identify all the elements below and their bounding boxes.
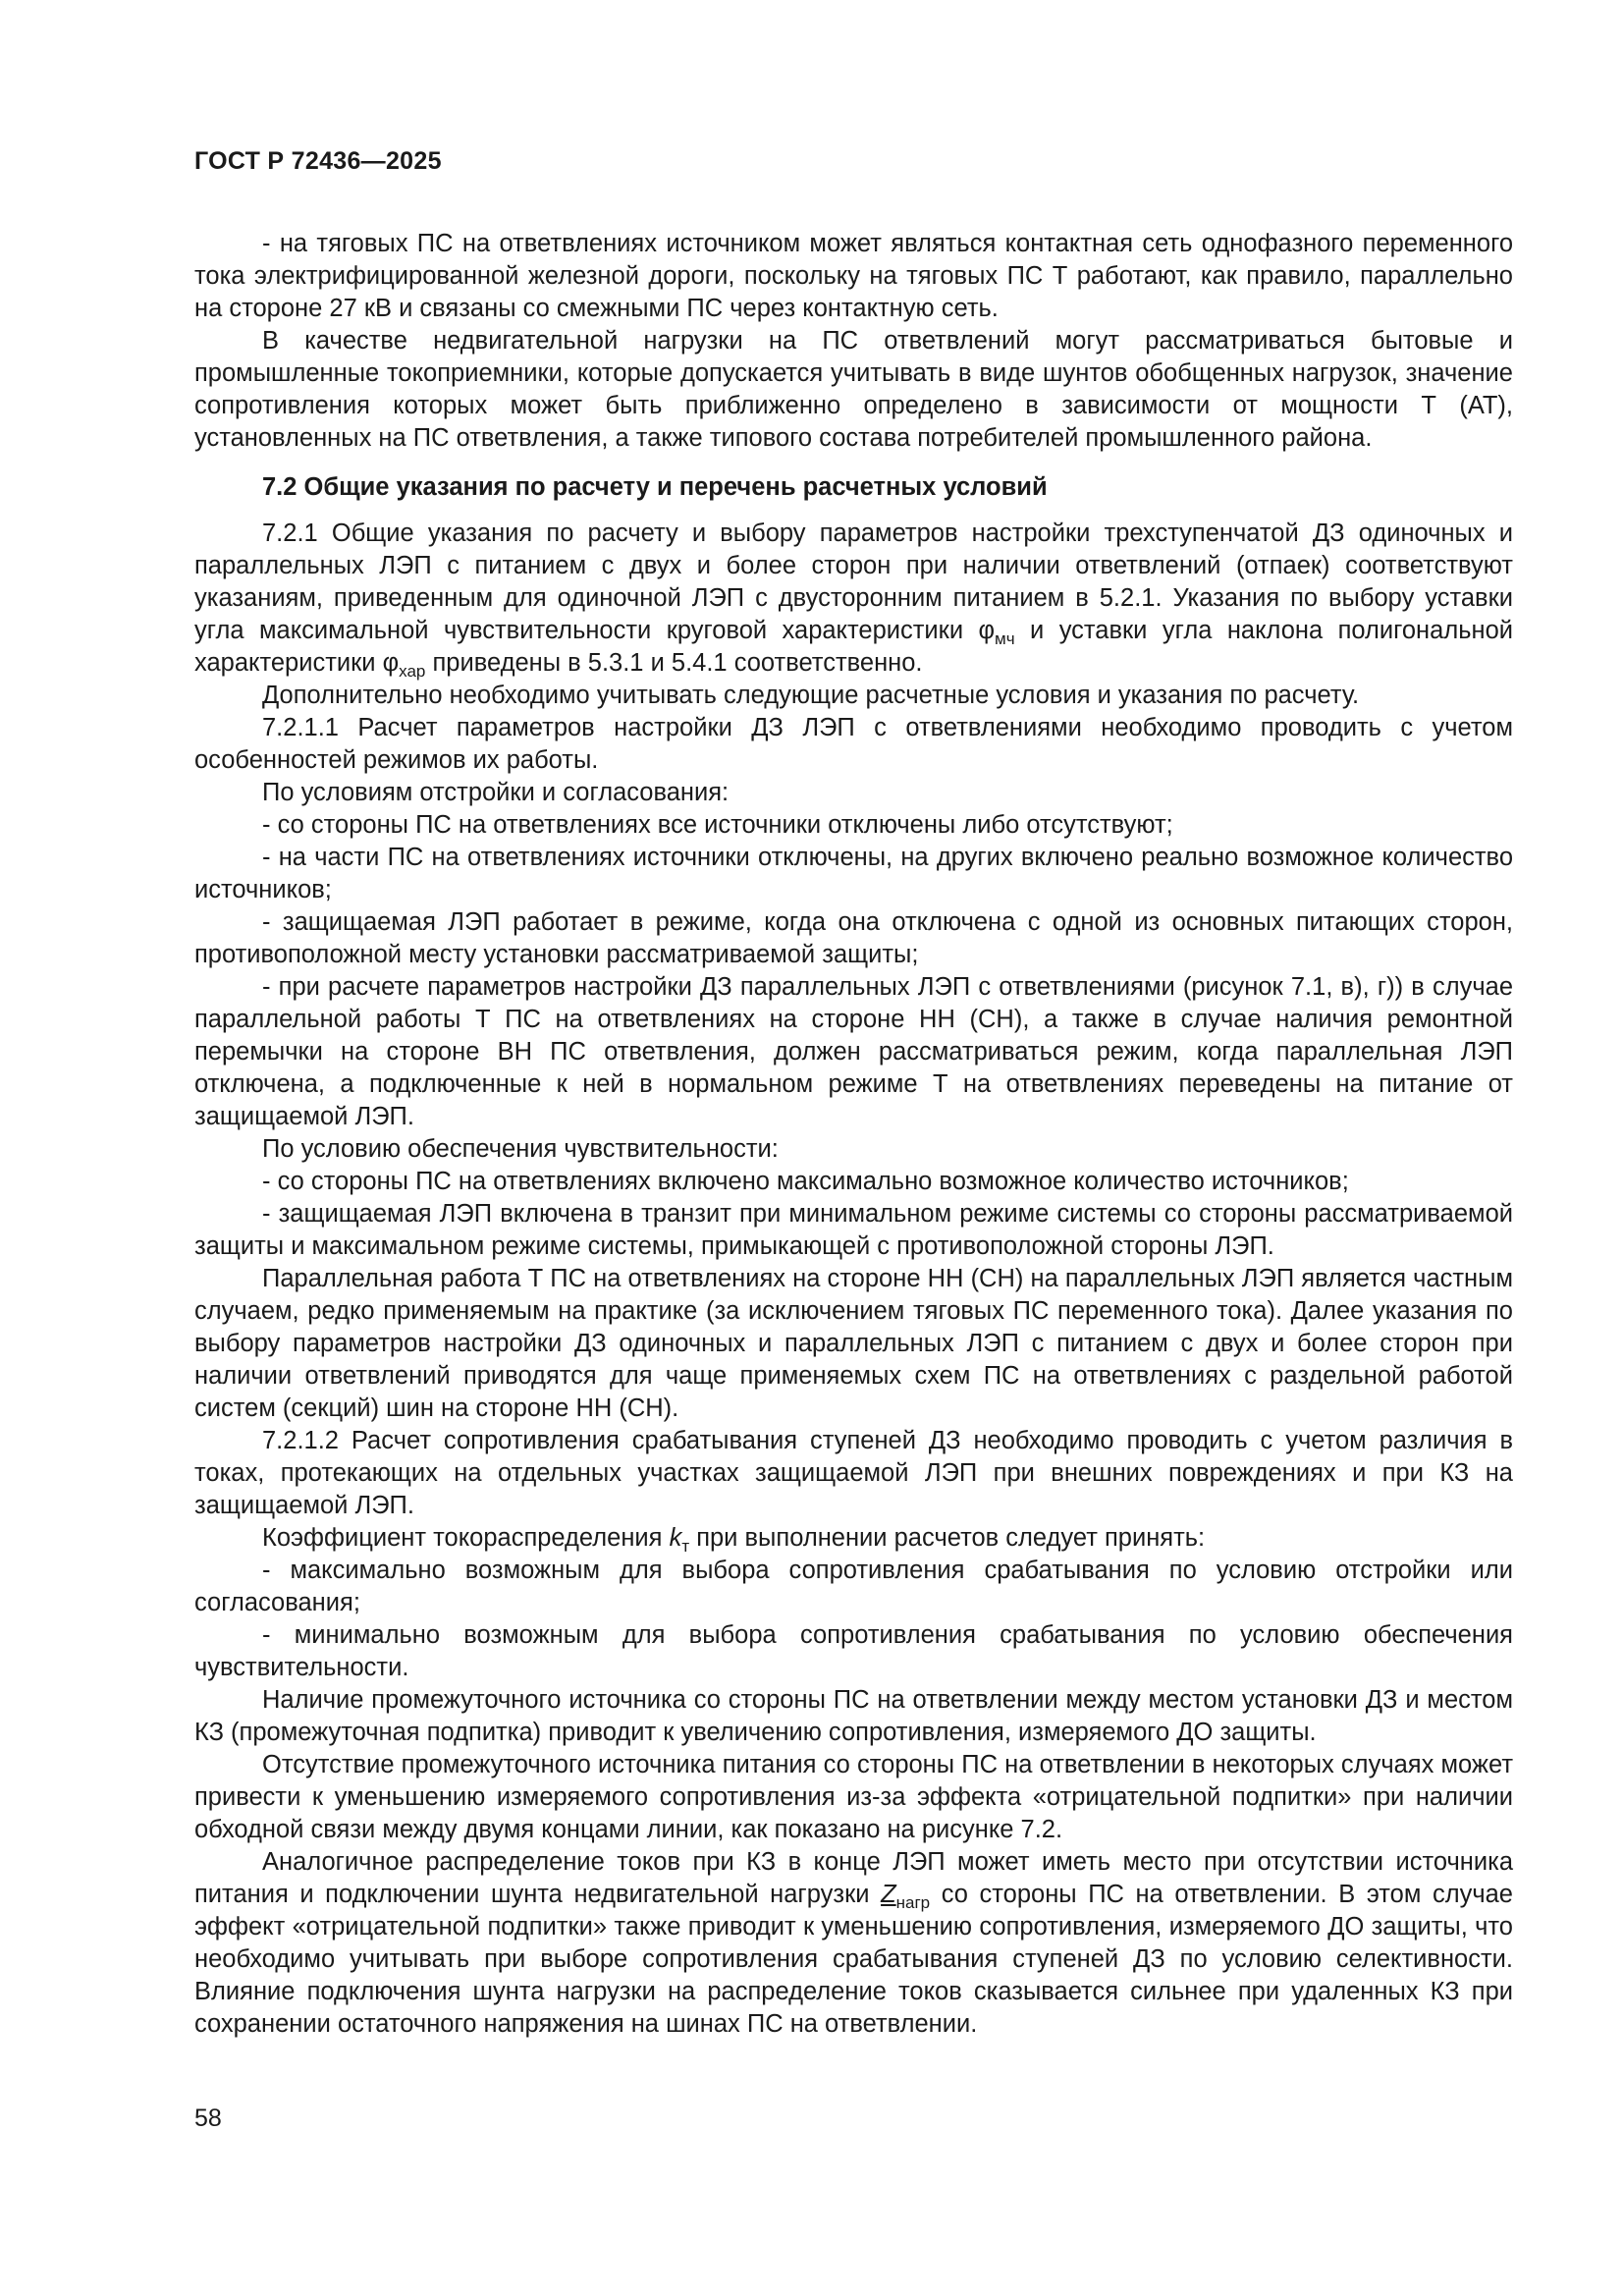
list-item: - на части ПС на ответвлениях источники отключены, на других включено реально возможное количество источников; — [194, 844, 1513, 903]
paragraph: В качестве недвигательной нагрузки на ПС ответвлений могут рассматриваться бытовые и промышленные токоприемники, которые допускается учитывать в виде шунтов обобщенных нагрузок, значение сопротивления которых может быть приближенно определено в зависимости от мощности Т (АТ), установленных на ПС ответвления, а также типового состава потребителей промышленного района. — [194, 327, 1513, 452]
list-item: - защищаемая ЛЭП включена в транзит при минимальном режиме системы со стороны рассматриваемой защиты и максимальном режиме системы, примыкающей с противоположной стороны ЛЭП. — [194, 1200, 1513, 1260]
paragraph: 7.2.1.2 Расчет сопротивления срабатывания ступеней ДЗ необходимо проводить с учетом различия в токах, протекающих на отдельных участках защищаемой ЛЭП при внешних повреждениях и при КЗ на защищаемой ЛЭП. — [194, 1427, 1513, 1519]
symbol: k — [669, 1524, 682, 1552]
document-header: ГОСТ Р 72436—2025 — [194, 147, 442, 175]
paragraph — [194, 1522, 1513, 1555]
list-item: - максимально возможным для выбора сопротивления срабатывания по условию отстройки или согласования; — [194, 1557, 1513, 1616]
paragraph: Отсутствие промежуточного источника питания со стороны ПС на ответвлении в некоторых случаях может привести к уменьшению измеряемого сопротивления из-за эффекта «отрицательной подпитки» при наличии обходной связи между двумя концами линии, как показано на рисунке 7.2. — [194, 1751, 1513, 1843]
list-item: - при расчете параметров настройки ДЗ параллельных ЛЭП с ответвлениями (рисунок 7.1, в), г)) в случае параллельной работы Т ПС на ответвлениях на стороне НН (СН), а также в случае наличия ремонтной перемычки на стороне ВН ПС ответвления, должен рассматриваться режим, когда параллельная ЛЭП отключена, а подключенные к ней в нормальном режиме Т на ответвлениях переведены на питание от защищаемой ЛЭП. — [194, 973, 1513, 1130]
paragraph-text: и уставки угла наклона полигональной характеристики φ — [194, 617, 1513, 677]
paragraph: По условию обеспечения чувствительности: — [262, 1135, 779, 1163]
paragraph — [194, 518, 1513, 680]
paragraph: - на тяговых ПС на ответвлениях источником может являться контактная сеть однофазного переменного тока электрифицированной железной дороги, поскольку на тяговых ПС Т работают, как правило, параллельно на стороне 27 кВ и связаны со смежными ПС через контактную сеть. — [194, 230, 1513, 322]
subscript: нагр — [895, 1893, 931, 1912]
page-body — [194, 228, 1513, 2041]
subscript: хар — [399, 662, 426, 681]
paragraph: Наличие промежуточного источника со стороны ПС на ответвлении между местом установки ДЗ и местом КЗ (промежуточная подпитка) приводит к увеличению сопротивления, измеряемого ДО защиты. — [194, 1686, 1513, 1746]
list-item: - минимально возможным для выбора сопротивления срабатывания по условию обеспечения чувствительности. — [194, 1621, 1513, 1681]
paragraph-text: Аналогичное распределение токов при КЗ в конце ЛЭП может иметь место при отсутствии источника питания и подключении шунта недвигательной нагрузки — [194, 1848, 1513, 1908]
paragraph-text: со стороны ПС на ответвлении. В этом случае эффект «отрицательной подпитки» также приводит к уменьшению сопротивления, измеряемого ДО защиты, что необходимо учитывать при выборе сопротивления срабатывания ступеней ДЗ по условию селективности. Влияние подключения шунта нагрузки на распределение токов сказывается сильнее при удаленных КЗ при сохранении остаточного напряжения на шинах ПС на ответвлении. — [194, 1881, 1513, 2038]
list-item: - защищаемая ЛЭП работает в режиме, когда она отключена с одной из основных питающих сторон, противоположной месту установки рассматриваемой защиты; — [194, 908, 1513, 968]
symbol: Z — [881, 1881, 896, 1908]
paragraph-text: 7.2.1 Общие указания по расчету и выбору параметров настройки трехступенчатой ДЗ одиночных и параллельных ЛЭП с питанием с двух и более сторон при наличии ответвлений (отпаек) соответствуют указаниям, приведенным для одиночной ЛЭП с двусторонним питанием в 5.2.1. Указания по выбору уставки угла максимальной чувствительности круговой характеристики φ — [194, 519, 1513, 644]
paragraph: 7.2.1.1 Расчет параметров настройки ДЗ ЛЭП с ответвлениями необходимо проводить с учетом особенностей режимов их работы. — [194, 714, 1513, 774]
subscript: мч — [995, 629, 1015, 648]
subscript: т — [681, 1537, 690, 1556]
paragraph — [194, 1846, 1513, 2041]
section-heading: 7.2 Общие указания по расчету и перечень расчетных условий — [262, 473, 1048, 501]
paragraph: Дополнительно необходимо учитывать следующие расчетные условия и указания по расчету. — [262, 682, 1360, 709]
paragraph-text: приведены в 5.3.1 и 5.4.1 соответственно. — [425, 649, 923, 677]
list-item: - со стороны ПС на ответвлениях все источники отключены либо отсутствуют; — [262, 811, 1173, 839]
paragraph-text: Коэффициент токораспределения — [262, 1524, 670, 1552]
list-item: - со стороны ПС на ответвлениях включено максимально возможное количество источников; — [262, 1168, 1349, 1195]
page-number: 58 — [194, 2105, 222, 2132]
paragraph: По условиям отстройки и согласования: — [262, 779, 730, 806]
paragraph: Параллельная работа Т ПС на ответвлениях на стороне НН (СН) на параллельных ЛЭП является частным случаем, редко применяемым на практике (за исключением тяговых ПС переменного тока). Далее указания по выбору параметров настройки ДЗ одиночных и параллельных ЛЭП с питанием с двух и более сторон при наличии ответвлений приводятся для чаще применяемых схем ПС на ответвлениях с раздельной работой систем (секций) шин на стороне НН (СН). — [194, 1265, 1513, 1422]
paragraph-text: при выполнении расчетов следует принять: — [689, 1524, 1206, 1552]
